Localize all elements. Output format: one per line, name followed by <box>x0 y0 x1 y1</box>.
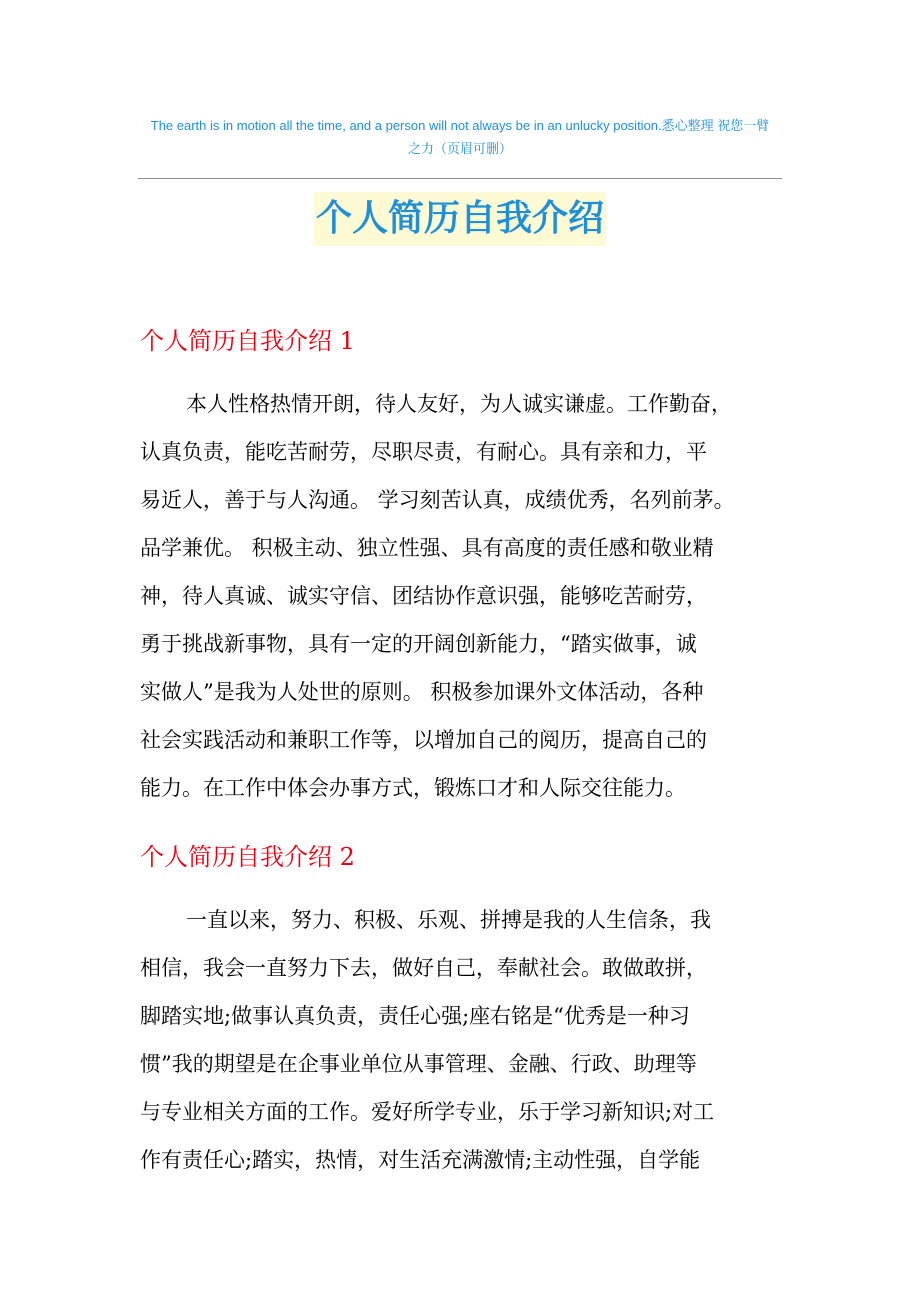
paragraph-line: 社会实践活动和兼职工作等，以增加自己的阅历，提高自己的 <box>140 728 707 752</box>
paragraph-line: 神，待人真诚、诚实守信、团结协作意识强，能够吃苦耐劳， <box>140 584 707 608</box>
header-line-2: 之力（页眉可删） <box>407 141 512 156</box>
paragraph-line: 相信，我会一直努力下去，做好自己，奉献社会。敢做敢拼， <box>140 956 707 980</box>
paragraph-line: 勇于挑战新事物，具有一定的开阔创新能力，“踏实做事，诚 <box>140 632 697 656</box>
page-header <box>140 114 780 160</box>
paragraph-line: 脚踏实地;做事认真负责，责任心强;座右铭是“优秀是一种习 <box>140 1004 690 1028</box>
paragraph-line: 作有责任心;踏实，热情，对生活充满激情;主动性强，自学能 <box>140 1148 701 1172</box>
header-divider <box>138 178 782 179</box>
section-heading-2: 个人简历自我介绍 2 <box>140 843 355 871</box>
paragraph-line: 能力。在工作中体会办事方式，锻炼口才和人际交往能力。 <box>140 776 686 800</box>
paragraph-line: 易近人，善于与人沟通。 学习刻苦认真，成绩优秀，名列前茅。 <box>140 488 735 512</box>
paragraph-line: 一直以来，努力、积极、乐观、拼搏是我的人生信条，我 <box>186 908 711 932</box>
paragraph-line: 与专业相关方面的工作。爱好所学专业，乐于学习新知识;对工 <box>140 1100 715 1124</box>
paragraph-line: 惯”我的期望是在企事业单位从事管理、金融、行政、助理等 <box>140 1052 697 1076</box>
paragraph-line: 认真负责，能吃苦耐劳，尽职尽责，有耐心。具有亲和力，平 <box>140 440 707 464</box>
paragraph-line: 品学兼优。 积极主动、独立性强、具有高度的责任感和敬业精 <box>140 536 714 560</box>
paragraph-line: 本人性格热情开朗，待人友好，为人诚实谦虚。工作勤奋， <box>186 392 732 416</box>
paragraph-line: 实做人”是我为人处世的原则。 积极参加课外文体活动，各种 <box>140 680 704 704</box>
section-heading-1: 个人简历自我介绍 1 <box>140 327 355 355</box>
title-container <box>0 192 920 246</box>
header-line-1: The earth is in motion all the time, and a person will not always be in an unlucky position.悉心整理 祝您一臂 <box>150 118 770 133</box>
document-title: 个人简历自我介绍 <box>314 192 606 246</box>
